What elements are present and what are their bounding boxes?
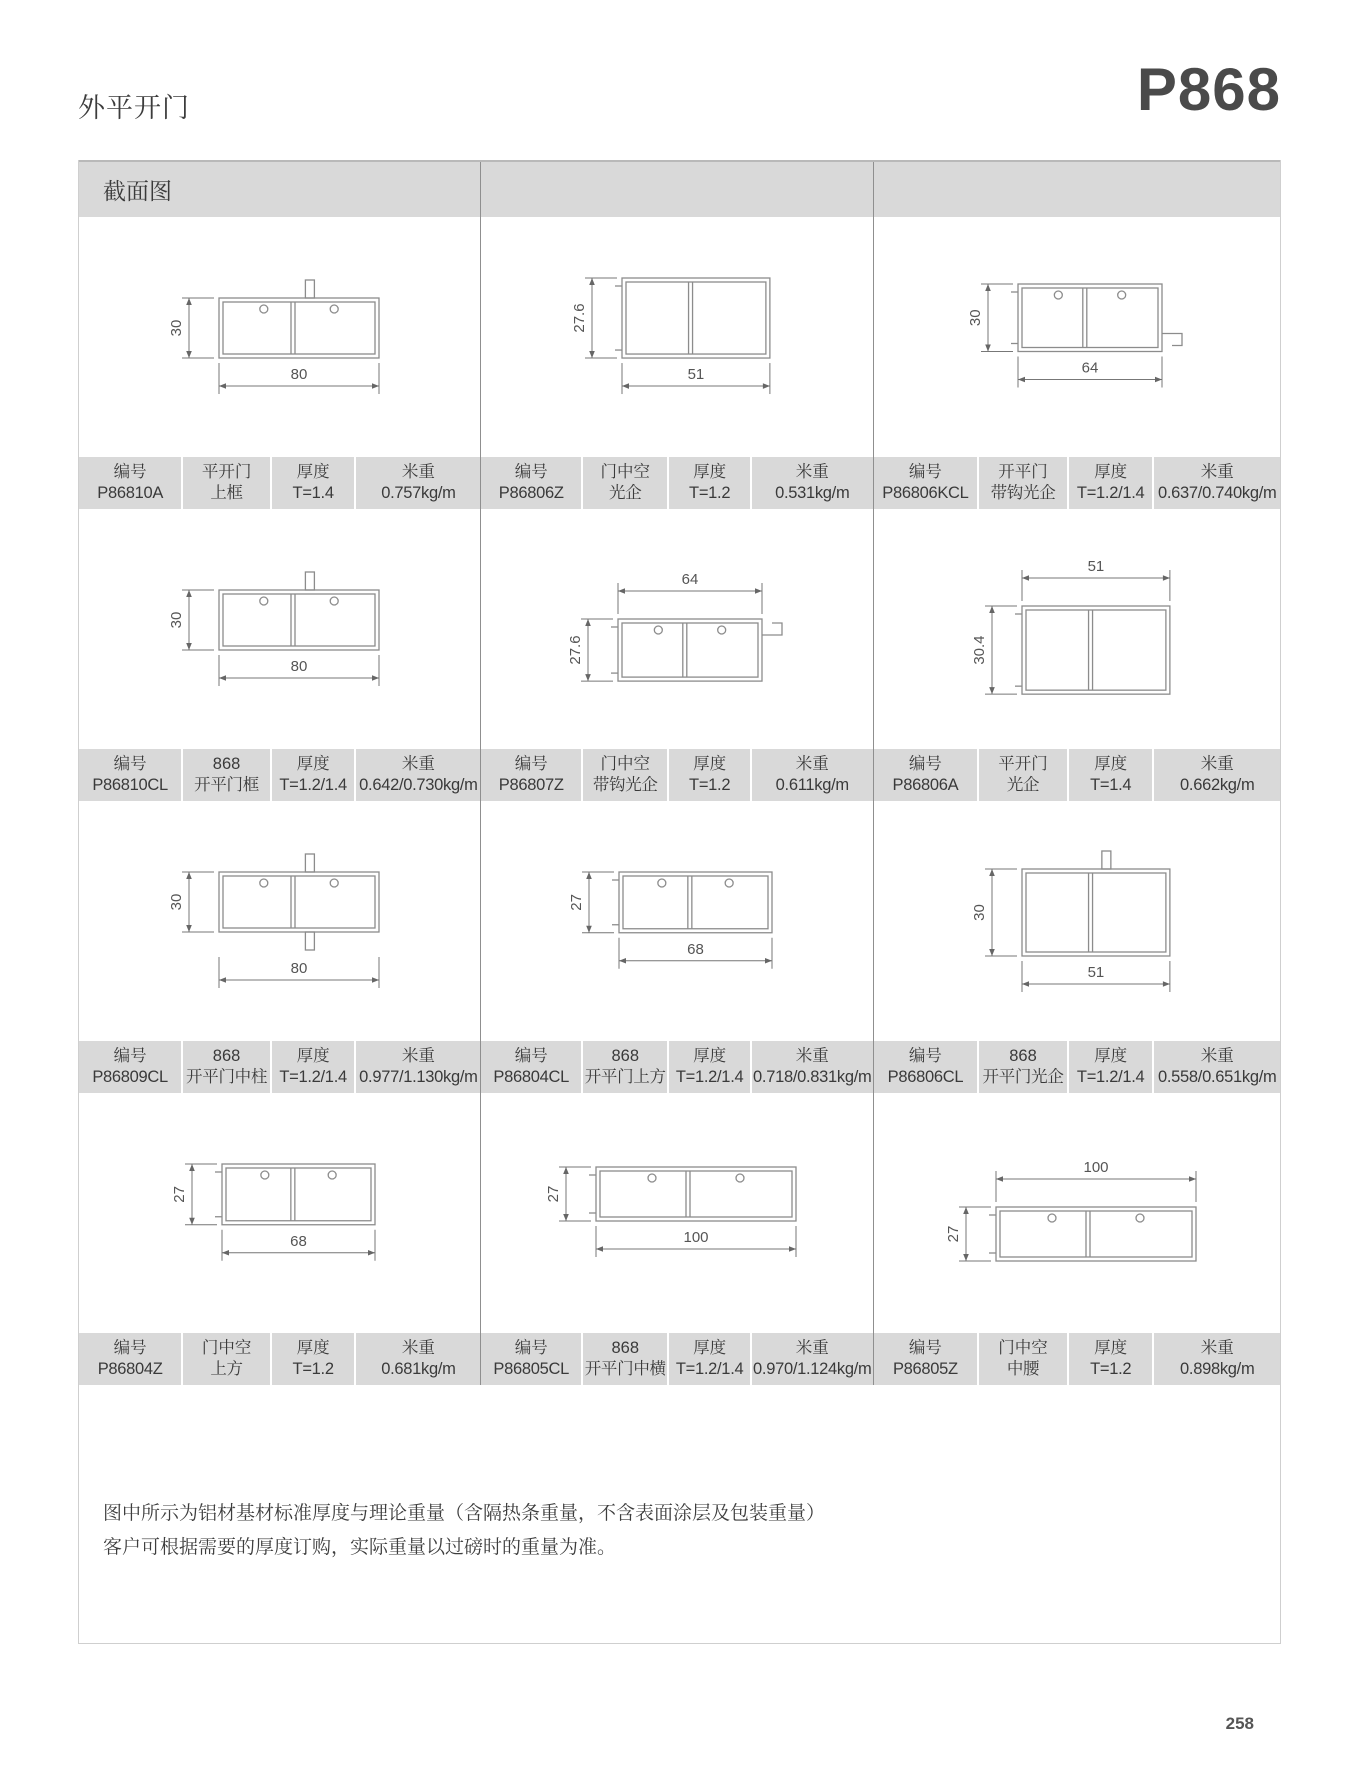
- profile-code: [481, 1333, 581, 1385]
- table-header-row: [79, 160, 1280, 217]
- profile-name-value: 开平门上方: [584, 1068, 666, 1086]
- profile-name-value: 光企: [1006, 776, 1040, 794]
- profile-thickness: [270, 1333, 355, 1385]
- profile-weight-value: 0.970/1.124kg/m: [753, 1360, 872, 1378]
- profile-thickness-label: 厚度: [296, 1047, 330, 1065]
- dim-height-label: 30: [970, 903, 988, 921]
- profile-name: [581, 1333, 667, 1385]
- profile-code-label: 编号: [113, 463, 147, 481]
- profile-code: [79, 749, 181, 801]
- profile-name-value: 上方: [210, 1360, 243, 1378]
- profile-diagram-P86809CL: [79, 801, 481, 1041]
- profile-thickness-label: 厚度: [296, 755, 330, 773]
- profile-weight: [354, 457, 480, 509]
- dim-height-label: 27: [944, 1225, 962, 1243]
- profile-thickness-label: 厚度: [693, 755, 727, 773]
- profile-info-P86807Z: [481, 749, 873, 801]
- profile-code: [874, 1333, 978, 1385]
- dim-height-label: 27.6: [571, 303, 589, 333]
- profile-section-drawing: [956, 833, 1198, 1010]
- profile-weight-value: 0.531kg/m: [775, 484, 850, 502]
- profile-thickness-value: T=1.4: [292, 484, 334, 502]
- profile-diagram-P86810CL: [79, 509, 481, 749]
- profile-thickness: [1067, 1333, 1153, 1385]
- profile-code-label: 编号: [514, 463, 548, 481]
- profile-name: [977, 1333, 1067, 1385]
- profile-thickness-value: T=1.2: [1090, 1360, 1132, 1378]
- product-code: P868: [1136, 56, 1281, 123]
- profile-weight: [750, 1041, 873, 1093]
- profile-code-value: P86809CL: [92, 1068, 168, 1086]
- note-area: [79, 1385, 1280, 1643]
- profile-section-drawing: [530, 1151, 824, 1275]
- profile-info-P86806A: [874, 749, 1280, 801]
- profile-thickness-value: T=1.2/1.4: [675, 1360, 744, 1378]
- profile-name: [581, 457, 667, 509]
- profile-code: [874, 1041, 978, 1093]
- dim-height-label: 30: [966, 309, 984, 327]
- profile-code: [481, 749, 581, 801]
- profile-thickness: [1067, 1041, 1153, 1093]
- profile-name: [977, 749, 1067, 801]
- profile-name-label: 868: [611, 1047, 639, 1065]
- profile-diagram-P86807Z: [481, 509, 873, 749]
- profile-diagram-P86804CL: [481, 801, 873, 1041]
- note-line-2: 客户可根据需要的厚度订购，实际重量以过磅时的重量为准。: [103, 1537, 617, 1558]
- profile-code-value: P86806Z: [498, 484, 564, 502]
- profile-weight: [354, 1333, 480, 1385]
- profile-info-P86806KCL: [874, 457, 1280, 509]
- profile-code-label: 编号: [514, 1339, 548, 1357]
- page-header: [78, 56, 1281, 125]
- profile-thickness-label: 厚度: [296, 463, 330, 481]
- profile-info-P86810A: [79, 457, 481, 509]
- profile-weight-value: 0.898kg/m: [1180, 1360, 1255, 1378]
- profile-thickness: [667, 1333, 749, 1385]
- profile-weight-label: 米重: [795, 1339, 829, 1357]
- profile-section-drawing: [952, 268, 1202, 406]
- dim-width-label: 64: [681, 570, 699, 588]
- profile-weight: [354, 749, 480, 801]
- profile-weight-value: 0.757kg/m: [381, 484, 456, 502]
- profile-weight: [354, 1041, 480, 1093]
- profile-code: [79, 1333, 181, 1385]
- profile-weight-label: 米重: [1200, 1047, 1234, 1065]
- profile-section-drawing: [553, 856, 800, 987]
- profile-name-value: 开平门光企: [982, 1068, 1064, 1086]
- profile-weight: [750, 457, 873, 509]
- profile-weight: [750, 749, 873, 801]
- profile-name: [581, 749, 667, 801]
- profile-thickness-label: 厚度: [1094, 463, 1128, 481]
- profile-weight-value: 0.977/1.130kg/m: [359, 1068, 478, 1086]
- profile-code: [79, 1041, 181, 1093]
- profile-thickness-value: T=1.2: [292, 1360, 334, 1378]
- dim-height-label: 27: [568, 893, 586, 911]
- dim-width-label: 100: [1083, 1159, 1109, 1176]
- profile-thickness-label: 厚度: [296, 1339, 330, 1357]
- profile-weight-label: 米重: [401, 1339, 435, 1357]
- profile-thickness: [1067, 749, 1153, 801]
- profile-section-drawing: [153, 836, 407, 1006]
- dim-height-label: 30: [167, 893, 185, 911]
- profile-thickness: [667, 749, 749, 801]
- profile-weight-value: 0.637/0.740kg/m: [1158, 484, 1277, 502]
- profile-thickness-value: T=1.2/1.4: [675, 1068, 744, 1086]
- section-header-cell: [874, 162, 1280, 217]
- profile-weight-value: 0.558/0.651kg/m: [1158, 1068, 1277, 1086]
- profile-section-drawing: [153, 554, 407, 704]
- profile-diagram-P86806A: [874, 509, 1280, 749]
- profile-code: [79, 457, 181, 509]
- profile-code-value: P86805Z: [892, 1360, 958, 1378]
- page-title: 外平开门: [78, 93, 190, 123]
- dim-width-label: 64: [1081, 359, 1099, 377]
- profile-code-label: 编号: [113, 1339, 147, 1357]
- profile-info-P86810CL: [79, 749, 481, 801]
- profile-weight-value: 0.718/0.831kg/m: [753, 1068, 872, 1086]
- profile-name-value: 开平门框: [194, 776, 259, 794]
- section-header-cell: [79, 162, 481, 217]
- profile-diagram-P86806CL: [874, 801, 1280, 1041]
- profile-code-value: P86804CL: [493, 1068, 569, 1086]
- profile-weight-value: 0.681kg/m: [381, 1360, 456, 1378]
- profile-code-value: P86804Z: [97, 1360, 163, 1378]
- profile-section-drawing: [956, 548, 1198, 710]
- profile-thickness-value: T=1.2/1.4: [279, 1068, 347, 1086]
- dim-width-label: 68: [290, 1232, 308, 1250]
- profile-name-value: 上框: [210, 484, 243, 502]
- profile-diagram-P86806Z: [481, 217, 873, 457]
- profile-name-label: 868: [212, 1047, 241, 1065]
- profile-name-label: 门中空: [201, 1339, 252, 1357]
- profile-thickness: [270, 749, 355, 801]
- profile-code-value: P86810A: [97, 484, 164, 502]
- profile-name: [181, 457, 270, 509]
- profile-grid: [79, 217, 1280, 1385]
- profile-code-value: P86806KCL: [882, 484, 969, 502]
- profile-thickness-label: 厚度: [693, 1339, 727, 1357]
- section-table: [78, 160, 1281, 1644]
- profile-info-P86806Z: [481, 457, 873, 509]
- dim-width-label: 51: [1087, 557, 1105, 575]
- profile-thickness: [667, 1041, 749, 1093]
- profile-code-value: P86806CL: [887, 1068, 964, 1086]
- profile-name-label: 门中空: [998, 1339, 1048, 1357]
- profile-thickness: [1067, 457, 1153, 509]
- profile-info-P86805Z: [874, 1333, 1280, 1385]
- profile-diagram-P86805Z: [874, 1093, 1280, 1333]
- profile-code-value: P86810CL: [92, 776, 168, 794]
- profile-thickness: [667, 457, 749, 509]
- profile-thickness: [270, 457, 355, 509]
- dim-height-label: 30.4: [970, 635, 988, 665]
- profile-thickness-value: T=1.2/1.4: [279, 776, 347, 794]
- profile-code: [874, 457, 978, 509]
- dim-width-label: 80: [290, 366, 308, 383]
- profile-name-value: 带钩光企: [990, 484, 1056, 502]
- profile-name: [181, 1041, 270, 1093]
- profile-weight: [1152, 749, 1279, 801]
- dim-width-label: 51: [1087, 963, 1105, 981]
- profile-code-label: 编号: [908, 463, 942, 481]
- profile-code-value: P86807Z: [498, 776, 564, 794]
- profile-diagram-P86804Z: [79, 1093, 481, 1333]
- profile-section-drawing: [552, 561, 802, 697]
- profile-name: [181, 749, 270, 801]
- profile-thickness-value: T=1.2: [689, 484, 731, 502]
- profile-code-label: 编号: [908, 1047, 942, 1065]
- dim-width-label: 80: [290, 960, 308, 977]
- profile-code-label: 编号: [113, 755, 147, 773]
- section-header-label: 截面图: [103, 178, 172, 204]
- profile-name-label: 门中空: [600, 755, 650, 773]
- profile-weight-label: 米重: [795, 463, 829, 481]
- profile-info-P86805CL: [481, 1333, 873, 1385]
- profile-name-label: 868: [1009, 1047, 1037, 1065]
- profile-section-drawing: [556, 262, 798, 412]
- profile-code-value: P86806A: [892, 776, 959, 794]
- profile-diagram-P86805CL: [481, 1093, 873, 1333]
- profile-thickness: [270, 1041, 355, 1093]
- profile-name-label: 平开门: [998, 755, 1048, 773]
- dim-width-label: 68: [687, 940, 705, 958]
- profile-info-P86804CL: [481, 1041, 873, 1093]
- profile-name-value: 光企: [609, 484, 642, 502]
- profile-code: [481, 1041, 581, 1093]
- profile-code-label: 编号: [514, 1047, 548, 1065]
- profile-thickness-label: 厚度: [1094, 1047, 1128, 1065]
- profile-weight: [1152, 457, 1279, 509]
- profile-diagram-P86806KCL: [874, 217, 1280, 457]
- profile-diagram-P86810A: [79, 217, 481, 457]
- dim-height-label: 27: [544, 1185, 562, 1203]
- section-header-cell: [481, 162, 873, 217]
- profile-weight: [750, 1333, 873, 1385]
- dim-height-label: 27.6: [566, 635, 584, 665]
- profile-weight: [1152, 1041, 1279, 1093]
- profile-weight-label: 米重: [1200, 463, 1234, 481]
- profile-name-value: 开平门中柱: [186, 1068, 268, 1086]
- profile-code: [481, 457, 581, 509]
- profile-code-label: 编号: [908, 755, 942, 773]
- profile-name-label: 868: [611, 1339, 639, 1357]
- dim-width-label: 80: [290, 658, 308, 675]
- profile-code-label: 编号: [908, 1339, 942, 1357]
- profile-weight-value: 0.642/0.730kg/m: [359, 776, 478, 794]
- profile-thickness-value: T=1.2/1.4: [1076, 1068, 1145, 1086]
- profile-weight-label: 米重: [1200, 755, 1234, 773]
- profile-code-label: 编号: [113, 1047, 147, 1065]
- profile-thickness-label: 厚度: [1094, 755, 1128, 773]
- profile-thickness-label: 厚度: [693, 463, 727, 481]
- profile-name-value: 带钩光企: [592, 776, 658, 794]
- profile-info-P86806CL: [874, 1041, 1280, 1093]
- dim-width-label: 51: [687, 366, 705, 384]
- profile-thickness-label: 厚度: [693, 1047, 727, 1065]
- profile-section-drawing: [156, 1148, 403, 1279]
- profile-weight-value: 0.611kg/m: [775, 776, 849, 794]
- profile-weight-label: 米重: [401, 1047, 435, 1065]
- profile-weight: [1152, 1333, 1279, 1385]
- profile-name-label: 开平门: [998, 463, 1048, 481]
- profile-info-P86804Z: [79, 1333, 481, 1385]
- dim-height-label: 30: [167, 319, 185, 337]
- profile-thickness-value: T=1.4: [1090, 776, 1132, 794]
- profile-code: [874, 749, 978, 801]
- profile-section-drawing: [930, 1149, 1224, 1277]
- profile-thickness-label: 厚度: [1094, 1339, 1128, 1357]
- profile-weight-value: 0.662kg/m: [1180, 776, 1255, 794]
- profile-name-value: 中腰: [1006, 1360, 1040, 1378]
- profile-weight-label: 米重: [795, 755, 829, 773]
- profile-weight-label: 米重: [1200, 1339, 1234, 1357]
- dim-height-label: 27: [171, 1185, 189, 1203]
- dim-width-label: 100: [683, 1229, 709, 1246]
- profile-section-drawing: [153, 262, 407, 412]
- note-line-1: 图中所示为铝材基材标准厚度与理论重量（含隔热条重量，不含表面涂层及包装重量）: [103, 1503, 826, 1524]
- profile-name-label: 门中空: [600, 463, 650, 481]
- profile-name-label: 平开门: [201, 463, 252, 481]
- page-number: 258: [1225, 1714, 1254, 1733]
- profile-weight-label: 米重: [401, 463, 435, 481]
- profile-code-label: 编号: [514, 755, 548, 773]
- profile-info-P86809CL: [79, 1041, 481, 1093]
- profile-weight-label: 米重: [795, 1047, 829, 1065]
- profile-name: [181, 1333, 270, 1385]
- profile-name-label: 868: [212, 755, 241, 773]
- profile-weight-label: 米重: [401, 755, 435, 773]
- profile-thickness-value: T=1.2/1.4: [1076, 484, 1145, 502]
- profile-name-value: 开平门中横: [584, 1360, 666, 1378]
- profile-name: [977, 457, 1067, 509]
- profile-code-value: P86805CL: [493, 1360, 569, 1378]
- profile-thickness-value: T=1.2: [689, 776, 731, 794]
- profile-name: [581, 1041, 667, 1093]
- profile-name: [977, 1041, 1067, 1093]
- dim-height-label: 30: [167, 611, 185, 629]
